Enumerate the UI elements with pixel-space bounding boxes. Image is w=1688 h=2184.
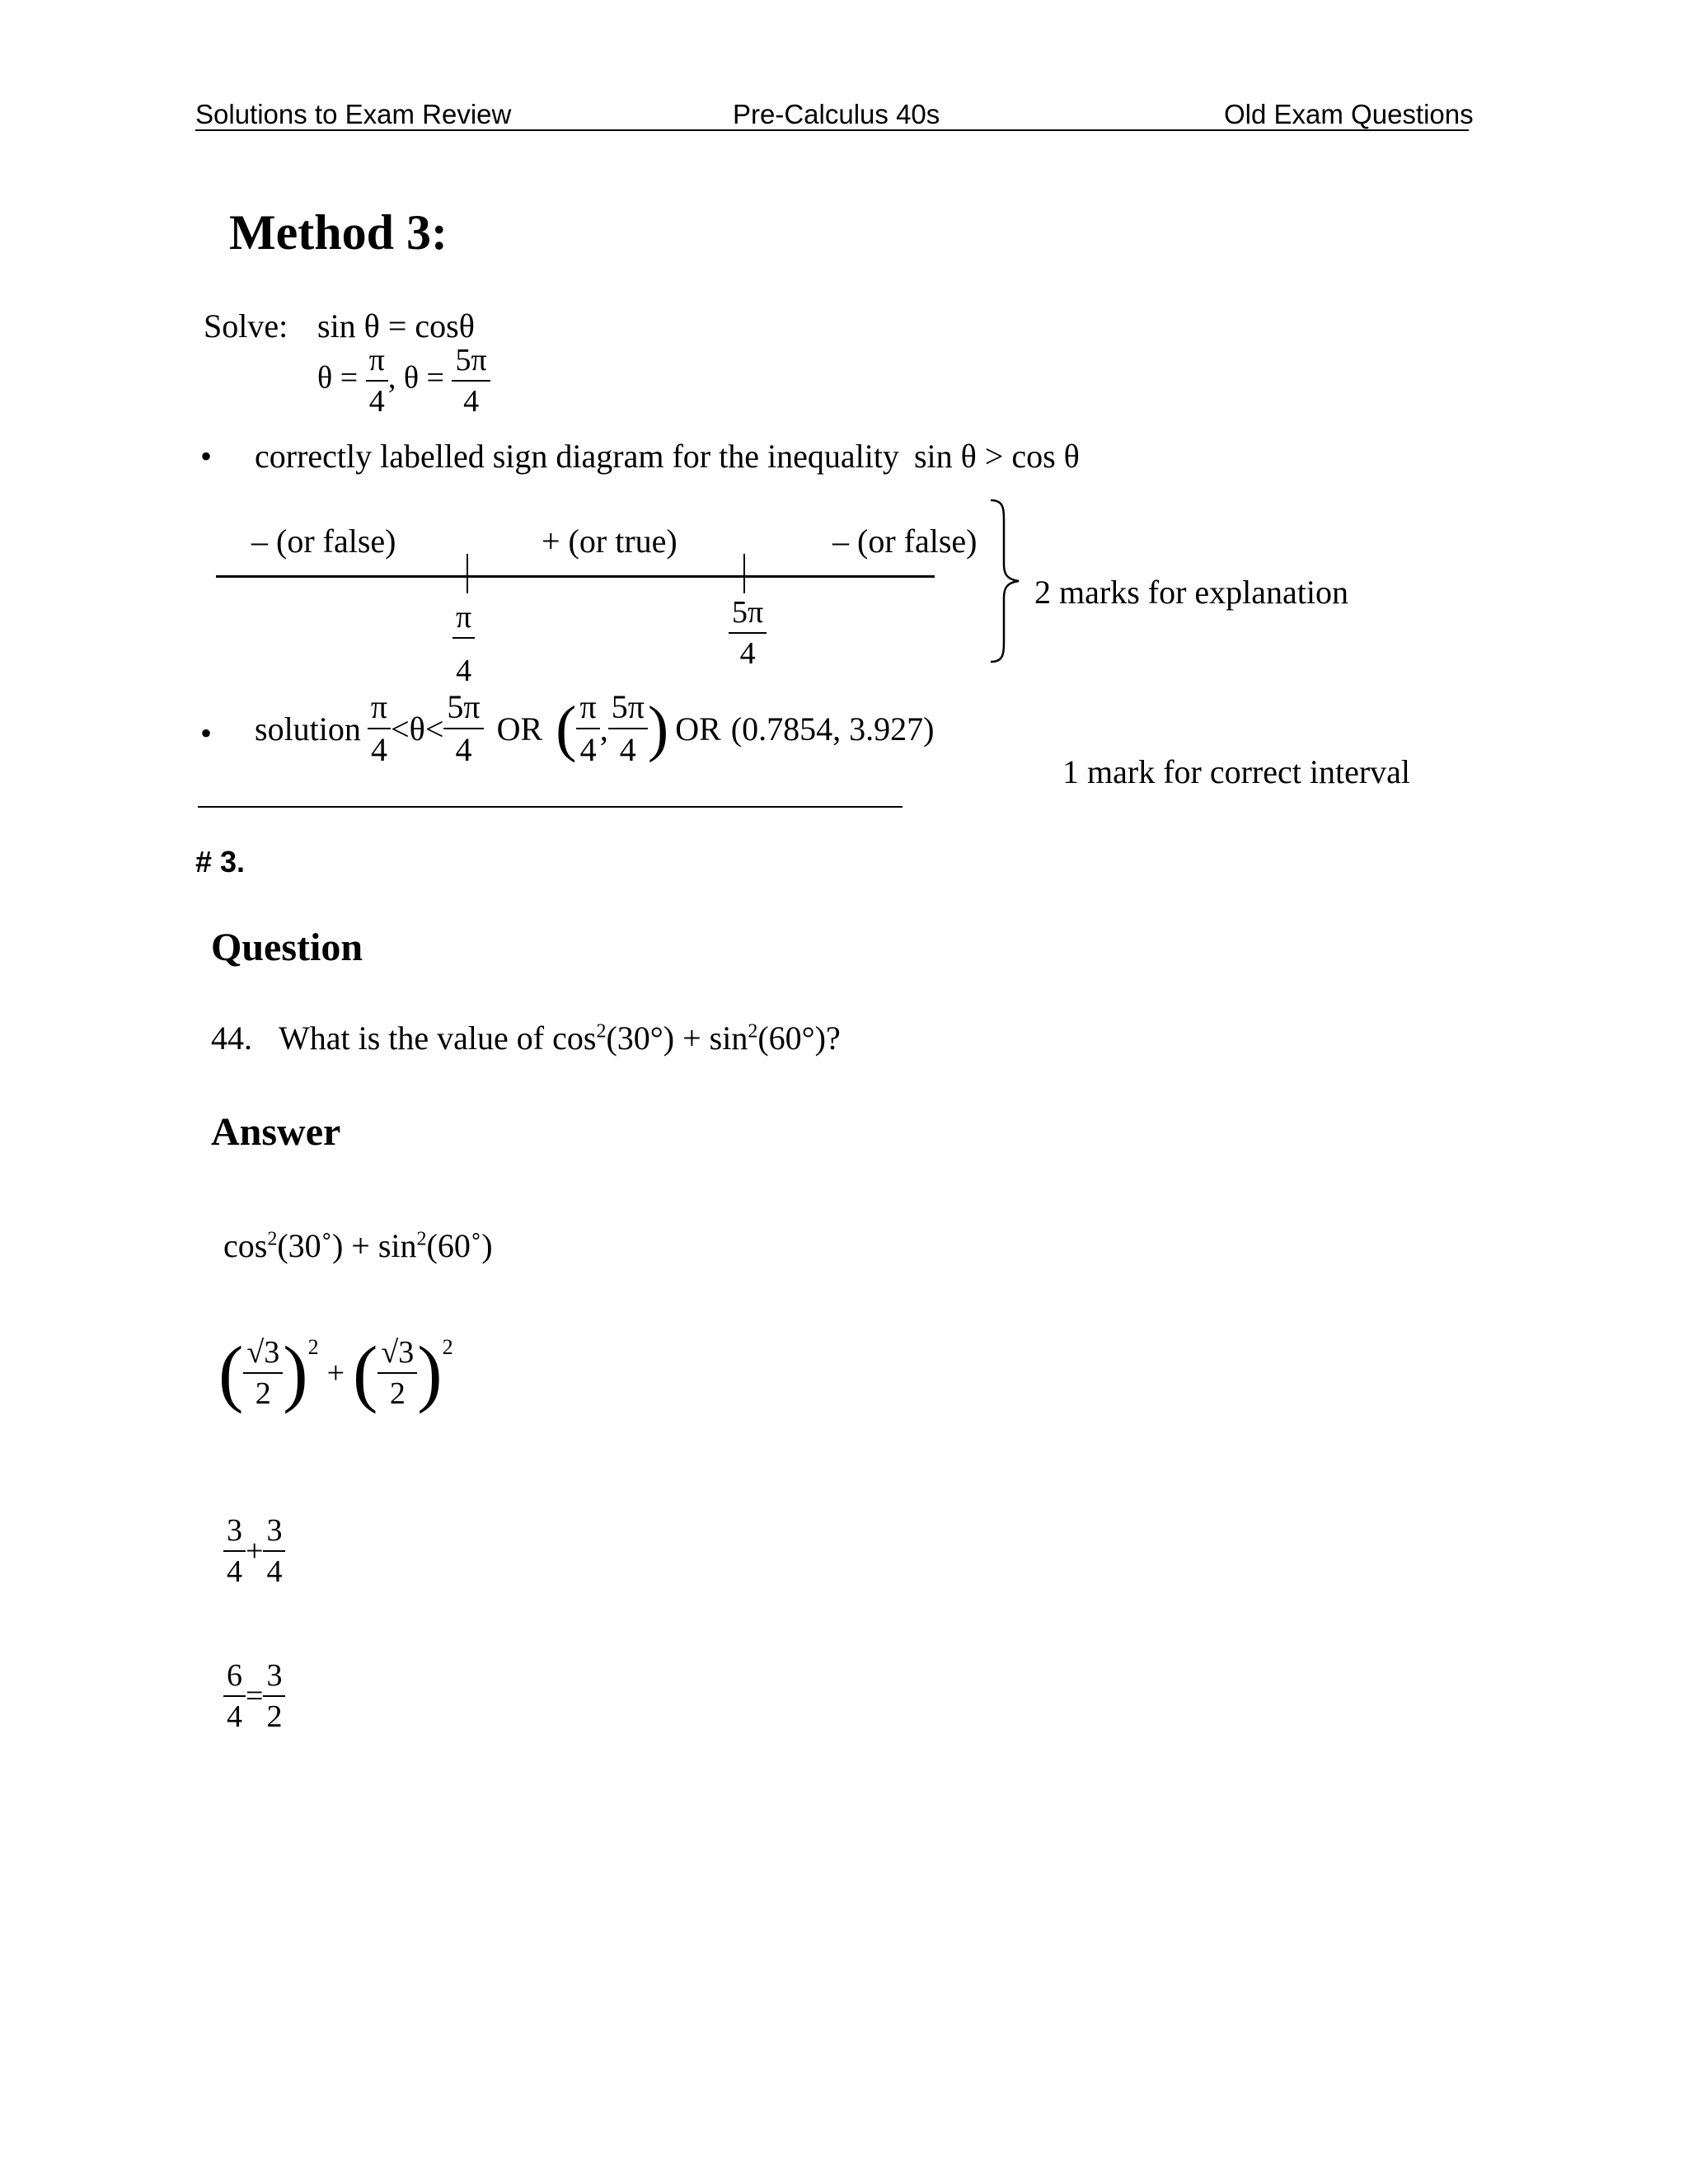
w2-frac1-den: 2 — [255, 1376, 271, 1411]
w2-paren-open-2: ( — [353, 1331, 378, 1414]
root1-num: π — [366, 344, 388, 382]
tick2-fraction — [729, 597, 767, 669]
tick1-label — [452, 602, 475, 687]
w4-equals: = — [246, 1679, 264, 1713]
header-left: Solutions to Exam Review — [195, 99, 512, 129]
w3-frac1-den: 4 — [227, 1554, 242, 1589]
interval-marks-note: 1 mark for correct interval — [1062, 753, 1411, 790]
root1-den: 4 — [368, 384, 385, 419]
interval-lower-den: 4 — [579, 731, 597, 768]
w4-frac2-den: 2 — [266, 1699, 283, 1734]
interval-lower-fraction — [576, 688, 599, 768]
bullet-dot-2: • — [200, 715, 213, 752]
question-text: What is the value of — [279, 1019, 545, 1057]
sign-number-line — [216, 575, 935, 578]
section-divider — [198, 806, 903, 808]
q-plus: + — [682, 1019, 701, 1057]
question-line — [211, 1019, 841, 1057]
tick1-fraction — [452, 602, 475, 687]
header-rule — [195, 129, 1469, 131]
curly-brace — [986, 499, 1027, 663]
tick2-num: 5π — [729, 597, 767, 634]
bullet1-text — [255, 437, 1080, 476]
header-center: Pre-Calculus 40s — [733, 99, 940, 129]
w1-plus: + — [351, 1227, 370, 1264]
q-angle2: (60°) — [757, 1019, 826, 1057]
section-number: # 3. — [195, 845, 246, 879]
decimal-interval: (0.7854, 3.927) — [730, 710, 935, 748]
tick2-label — [729, 597, 767, 669]
bullet1-inequality: sin θ > cos θ — [913, 438, 1080, 475]
w2-exp-2: 2 — [442, 1335, 453, 1359]
roots-line — [317, 344, 490, 417]
w3-plus: + — [246, 1534, 264, 1568]
tick2-den: 4 — [739, 636, 756, 671]
interval-upper-num: 5π — [608, 691, 648, 729]
sol-upper-den: 4 — [455, 731, 472, 768]
tick1-den: 4 — [456, 654, 472, 688]
left-paren: ( — [556, 694, 577, 763]
sol-lower-num: π — [368, 691, 391, 729]
interval-comma: , — [599, 710, 608, 748]
w2-exp-1: 2 — [307, 1335, 319, 1359]
w3-frac-1 — [223, 1515, 246, 1587]
sol-upper-fraction — [443, 688, 483, 768]
header-right: Old Exam Questions — [1224, 99, 1474, 129]
w2-frac2-num: √3 — [377, 1337, 417, 1374]
work-step-2 — [218, 1331, 453, 1414]
interval-lower-num: π — [576, 691, 599, 729]
interval-upper-fraction — [608, 688, 648, 768]
root2-fraction — [452, 344, 490, 417]
work-step-4 — [223, 1660, 285, 1732]
w4-frac-2 — [263, 1660, 285, 1732]
w4-frac2-num: 3 — [263, 1660, 285, 1697]
q-cos-exp: 2 — [596, 1020, 607, 1043]
theta-equals: θ = — [317, 360, 359, 396]
w1-angle1: (30˚) — [277, 1227, 344, 1264]
w3-frac1-num: 3 — [223, 1515, 246, 1552]
answer-heading: Answer — [211, 1110, 341, 1154]
roots-comma: , — [387, 360, 396, 396]
solution-label: solution — [255, 710, 361, 748]
w2-frac1-num: √3 — [243, 1337, 283, 1374]
method-title: Method 3: — [229, 205, 448, 260]
sign-region-1: – (or false) — [251, 523, 396, 560]
or-1: OR — [496, 710, 543, 748]
w2-frac-1 — [243, 1334, 283, 1411]
bullet-dot-1: • — [200, 438, 213, 475]
w2-paren-open-1: ( — [218, 1331, 244, 1414]
sign-tick-2 — [743, 554, 745, 593]
sign-region-2: + (or true) — [542, 523, 678, 560]
solution-inequality: <θ< — [391, 710, 444, 748]
root1-fraction — [366, 344, 388, 417]
w2-paren-close-1: ) — [283, 1331, 308, 1414]
w1-angle2: (60˚) — [426, 1227, 493, 1264]
w1-cos: cos — [223, 1227, 268, 1264]
sign-tick-1 — [467, 554, 468, 593]
w1-sin: sin — [377, 1227, 417, 1264]
w2-frac2-den: 2 — [389, 1376, 406, 1411]
sol-lower-den: 4 — [371, 731, 387, 768]
explanation-marks-note: 2 marks for explanation — [1034, 574, 1348, 611]
question-heading: Question — [211, 926, 363, 969]
bullet2-solution — [255, 688, 935, 768]
w3-frac2-num: 3 — [263, 1515, 285, 1552]
w4-frac1-num: 6 — [223, 1660, 246, 1697]
work-step-3 — [223, 1515, 285, 1587]
bullet1-description: correctly labelled sign diagram for the inequality — [255, 438, 899, 475]
interval-upper-den: 4 — [619, 731, 636, 768]
root2-den: 4 — [463, 384, 480, 419]
q-cos: cos — [552, 1019, 597, 1057]
w2-paren-close-2: ) — [417, 1331, 443, 1414]
sign-region-3: – (or false) — [832, 523, 978, 560]
question-number: 44. — [211, 1019, 252, 1057]
or-2: OR — [675, 710, 721, 748]
work-step-1 — [223, 1226, 493, 1265]
right-paren: ) — [647, 694, 669, 763]
q-sin: sin — [709, 1019, 748, 1057]
w4-frac1-den: 4 — [227, 1699, 242, 1734]
root2-num: 5π — [452, 344, 490, 382]
w4-frac-1 — [223, 1660, 246, 1732]
solve-label: Solve: — [204, 307, 288, 344]
w2-plus: + — [326, 1355, 345, 1390]
q-sin-exp: 2 — [748, 1020, 758, 1043]
w1-sin-exp: 2 — [416, 1228, 427, 1250]
tick1-num: π — [452, 602, 475, 639]
q-angle1: (30°) — [606, 1019, 675, 1057]
w3-frac-2 — [263, 1515, 285, 1587]
w2-frac-2 — [377, 1334, 417, 1411]
w3-frac2-den: 4 — [266, 1554, 283, 1589]
w1-cos-exp: 2 — [267, 1228, 278, 1250]
q-mark: ? — [825, 1019, 841, 1057]
solve-equation: sin θ = cosθ — [317, 307, 475, 344]
sol-upper-num: 5π — [443, 691, 483, 729]
theta-equals-2: θ = — [403, 360, 444, 396]
sol-lower-fraction — [368, 688, 391, 768]
